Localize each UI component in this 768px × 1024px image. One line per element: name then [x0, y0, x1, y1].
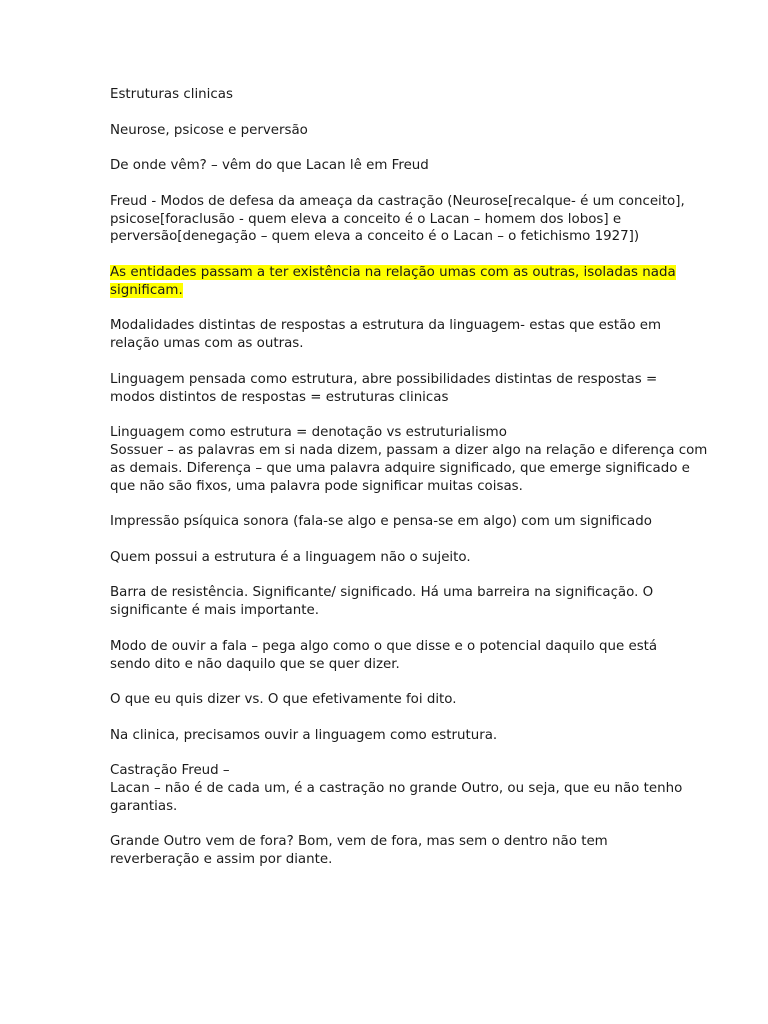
highlight-mark: As entidades passam a ter existência na relação umas com as outras, isoladas nada	[110, 264, 676, 280]
text-line: Neurose, psicose e perversão	[110, 122, 308, 138]
text-line: reverberação e assim por diante.	[110, 852, 333, 868]
text-line: garantias.	[110, 798, 178, 814]
paragraph	[110, 638, 670, 674]
paragraph	[110, 762, 683, 815]
paragraph	[110, 727, 670, 745]
text-line: Linguagem como estrutura = denotação vs estruturialismo	[110, 425, 507, 441]
text-line: que não são fixos, uma palavra pode significar muitas coisas.	[110, 478, 523, 494]
paragraph	[110, 513, 670, 531]
text-line: Na clinica, precisamos ouvir a linguagem como estrutura.	[110, 727, 498, 743]
text-line: Grande Outro vem de fora? Bom, vem de fora, mas sem o dentro não tem	[110, 834, 608, 850]
document-page	[110, 86, 708, 887]
paragraph-subtitle	[110, 122, 670, 140]
text-line: Modo de ouvir a fala – pega algo como o que disse e o potencial daquilo que está	[110, 638, 658, 654]
text-line: Lacan – não é de cada um, é a castração no grande Outro, ou seja, que eu não tenho	[110, 781, 683, 797]
text-line: significante é mais importante.	[110, 603, 319, 619]
text-line: Modalidades distintas de respostas a estrutura da linguagem- estas que estão em	[110, 318, 662, 334]
text-line: Linguagem pensada como estrutura, abre possibilidades distintas de respostas =	[110, 371, 658, 387]
paragraph	[110, 424, 708, 495]
text-line: Freud - Modos de defesa da ameaça da castração (Neurose[recalque- é um conceito],	[110, 193, 685, 209]
text-line: Sossuer – as palavras em si nada dizem, passam a dizer algo na relação e diferença com	[110, 442, 708, 458]
text-line-highlighted	[110, 282, 670, 300]
text-line: Barra de resistência. Significante/ significado. Há uma barreira na significação. O	[110, 585, 654, 601]
highlight-mark: significam.	[110, 282, 183, 298]
paragraph	[110, 833, 670, 869]
text-line: O que eu quis dizer vs. O que efetivamente foi dito.	[110, 692, 457, 708]
text-line: Impressão psíquica sonora (fala-se algo e pensa-se em algo) com um significado	[110, 514, 652, 530]
paragraph	[110, 549, 670, 567]
text-line-highlighted	[110, 264, 676, 282]
text-line: modos distintos de respostas = estruturas clinicas	[110, 389, 449, 405]
text-line: as demais. Diferença – que uma palavra adquire significado, que emerge significado e	[110, 460, 690, 476]
paragraph	[110, 584, 670, 620]
text-line: psicose[foraclusão - quem eleva a conceito é o Lacan – homem dos lobos] e	[110, 211, 622, 227]
text-line: De onde vêm? – vêm do que Lacan lê em Freud	[110, 158, 429, 174]
text-line: perversão[denegação – quem eleva a conceito é o Lacan – o fetichismo 1927])	[110, 229, 640, 245]
text-line: sendo dito e não daquilo que se quer dizer.	[110, 656, 400, 672]
paragraph-title	[110, 86, 670, 104]
text-line: relação umas com as outras.	[110, 336, 304, 352]
paragraph	[110, 691, 670, 709]
paragraph-highlighted	[110, 264, 676, 300]
paragraph	[110, 317, 670, 353]
text-line: Castração Freud –	[110, 763, 230, 779]
paragraph	[110, 157, 670, 175]
paragraph	[110, 371, 670, 407]
text-line: Quem possui a estrutura é a linguagem não o sujeito.	[110, 549, 471, 565]
text-line: Estruturas clinicas	[110, 87, 233, 102]
paragraph	[110, 193, 685, 246]
